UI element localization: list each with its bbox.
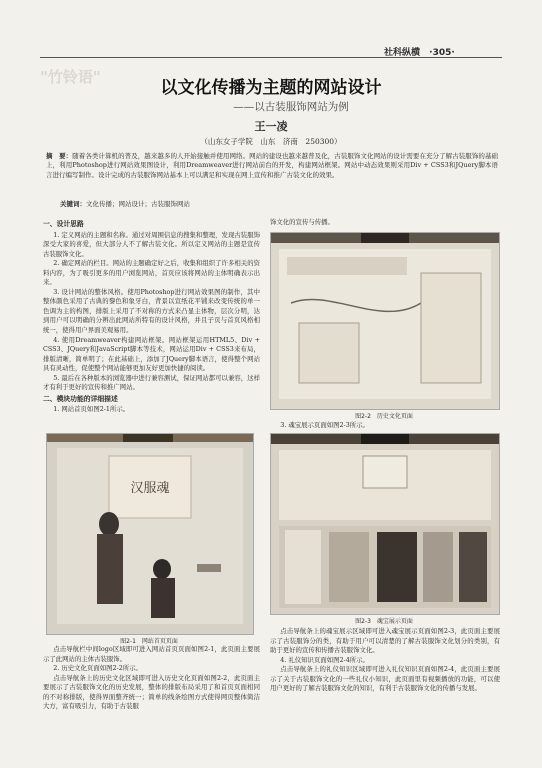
treasure-page-illustration xyxy=(271,434,499,614)
paragraph: 1. 定义网站的主题和名称。通过对周围信息的搜集和整理，发现古装服饰深受大家的喜爱，但大部分人不了解古装文化。所以定义网站的主题是宣传古装服饰文化。 xyxy=(43,230,260,258)
paragraph: 点击导航条上的礼仪知识区域即可进入礼仪知识页面如图2-4，此页面主要展示了关于古装服饰文化的一些礼仪小知识，此页面里有视频播放的功能，可以使用户更好的了解古装服饰文化的知识，有利于古装服饰文化的传播与发展。 xyxy=(270,665,500,693)
keywords-label: 关键词： xyxy=(60,200,86,208)
figure-caption-2-2: 图2-2 历史文化页面 xyxy=(355,413,413,420)
section-heading: 二、模块功能的详细描述 xyxy=(43,394,118,403)
paragraph: 4. 礼仪知识页面如图2-4所示。 xyxy=(280,655,369,664)
paragraph: 点击导航条上的魂宝展示区域即可进入魂宝展示页面如图2-3，此页面主要展示了古装服饰分的类，有助于用户可以清楚的了解古装服饰文化划分的类别，有助于更好的宣传和传播古装服饰文化。 xyxy=(270,627,500,655)
abstract-text: 随着各类计算机的普及，越来越多的人开始接触并使用网络。网站的建设也越来越普及化，古装服饰文化网站的设计需要在充分了解古装服饰的基础上，利用Photoshop进行网站效果图设计，利用Dreamweaver进行网站前台的开发，构建网站框架。网站中动态效果则采用Div + CSS3和JQuery脚本语言进行编写制作。设计完成的古装服饰网站基本上可以满足和实现在网上宣传和推广古装文化的效果。 xyxy=(46,152,499,179)
history-page-illustration xyxy=(271,233,499,409)
paragraph: 3. 设计网站的整体风格。使用Photoshop进行网站效果图的制作，其中整体颜色采用了古典的黎色和象牙白，背景以宣纸花平铺来改变传统的单一色调为主的构图，排版上采用了不对称的方式来凸显主体物，层次分明，达到用户可以明确的分辨出此网站所特有的设计风格，并且子页与首页风格相统一，使得用户界面美观易用。 xyxy=(43,287,260,335)
figure-homepage-screenshot xyxy=(46,433,254,635)
paragraph: 5. 最后在各种版本的浏览器中进行兼容测试，保证网站都可以兼容，这样才有利于更好的宣传和推广网站。 xyxy=(43,373,260,392)
page-number: ·305· xyxy=(429,48,455,58)
right-column-bottom xyxy=(270,627,500,694)
section-heading: 一、设计思路 xyxy=(43,220,84,228)
paragraph: 点击导航条上的历史文化区域即可进入历史文化页面如图2-2，此页面主要展示了古装服饰文化的历史发展，整体的排版布局采用了和首页页面相同的不对称排版，使得界面整齐统一；简单的线条绘图方式使得网页整体简洁大方，富有吸引力，有助于古装服 xyxy=(43,673,260,711)
right-top-text: 饰文化的宣传与传播。 xyxy=(270,218,334,226)
left-column-top xyxy=(43,218,260,415)
right-column-top-text xyxy=(270,218,500,228)
svg-text:汉服魂: 汉服魂 xyxy=(130,481,170,496)
article-subtitle: ——以古装服饰网站为例 xyxy=(233,101,349,113)
paragraph: 点击导航栏中间logo区域即可进入网站首页页面如图2-1，此页面主要展示了此网站的主体古装服饰。 xyxy=(43,645,260,663)
article-title: 以文化传播为主题的网站设计 xyxy=(160,78,382,98)
abstract-label: 摘 要： xyxy=(46,152,73,160)
right-mid-text: 3. 魂宝展示页面如图2-3所示。 xyxy=(280,421,369,429)
keywords xyxy=(60,199,190,208)
paragraph: 4. 使用Dreamweaver构建网站框架。网站框架运用HTML5、Div + CSS3、JQuery和JavaScript脚本等技术，网站运用Div + CSS3来布局，排版清晰，简单明了；在此基础上，添加了JQuery脚本语言，使得整个网站具有灵动性，促使整个网站能够更加友好更加快捷的阅读。 xyxy=(43,335,260,373)
figure-history-screenshot xyxy=(270,232,500,410)
author-name: 王一凌 xyxy=(254,120,288,133)
left-column-bottom xyxy=(43,645,260,712)
figure-caption-2-1: 图2-1 网站首页页面 xyxy=(120,638,178,645)
journal-name: 社科纵横 xyxy=(384,48,421,58)
paragraph: 1. 网站首页如图2-1所示。 xyxy=(53,405,130,414)
header-rule xyxy=(40,57,502,58)
homepage-illustration xyxy=(47,434,253,634)
paragraph: 2. 历史文化页面如图2-2所示。 xyxy=(53,664,142,673)
figure-treasure-screenshot xyxy=(270,433,500,615)
right-column-mid-text xyxy=(270,421,500,431)
author-affiliation: （山东女子学院 山东 济南 250300） xyxy=(200,137,342,146)
paragraph: 2. 确定网站的栏目。网站的主题确定好之后，收集和组织了许多相关的资料内容，为了吸引更多的用户浏览网站，首页应该将网站的主体明确表示出来。 xyxy=(43,259,260,287)
bleed-through-text: "竹铃语" xyxy=(40,68,101,86)
abstract xyxy=(46,152,498,180)
keywords-text: 文化传播；网站设计；古装服饰网站 xyxy=(86,200,190,208)
figure-caption-2-3: 图2-3 魂宝展示页面 xyxy=(355,618,413,625)
